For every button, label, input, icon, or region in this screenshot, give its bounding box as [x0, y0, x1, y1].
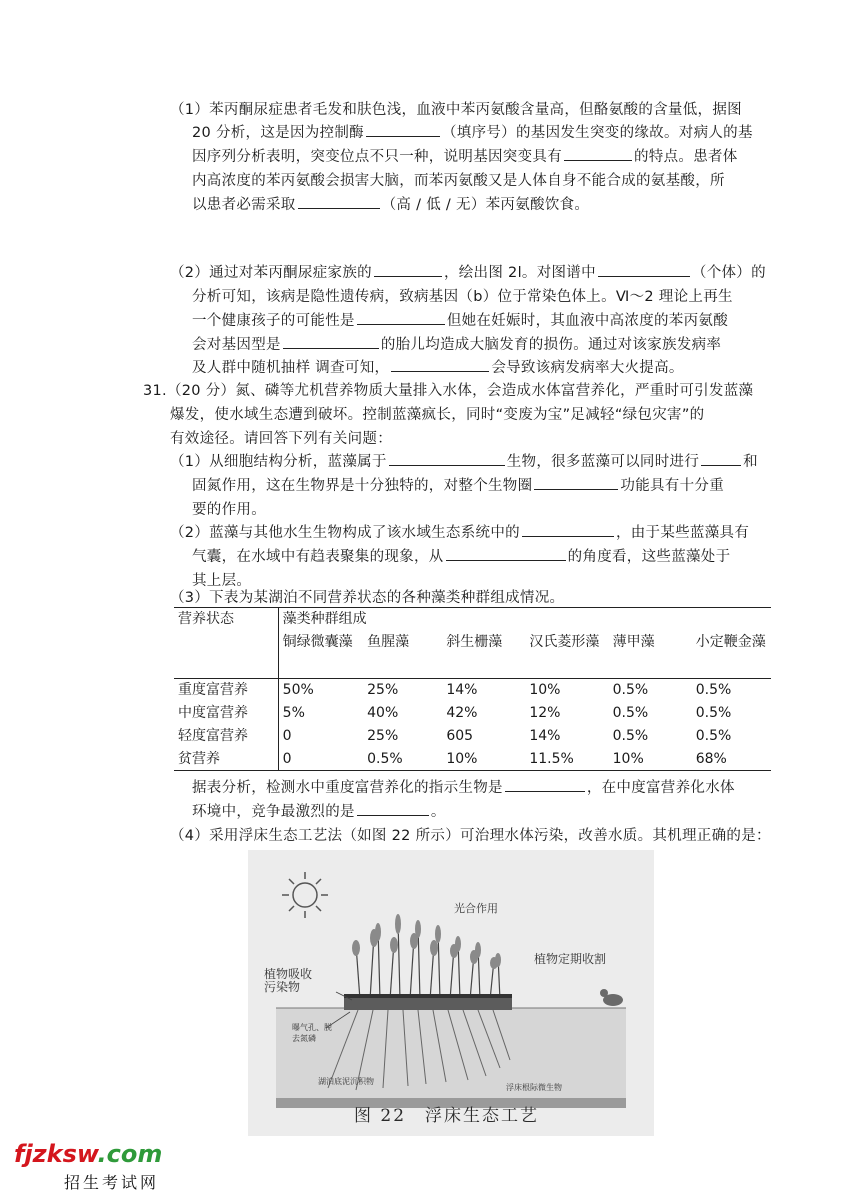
answer-blank[interactable] [374, 263, 442, 277]
q31-part4-line1: （4）采用浮床生态工艺法（如图 22 所示）可治理水体污染，改善水质。其机理正确的是： [170, 828, 771, 844]
figure-caption: 图 22 浮床生态工艺 [354, 1106, 540, 1126]
table-cell: 42% [446, 704, 478, 721]
label-aeration: 曝气孔、脱去氮磷 [292, 1023, 332, 1043]
label-sediment: 湖泊底泥沉积物 [318, 1077, 374, 1086]
answer-blank[interactable] [283, 335, 379, 349]
table-cell: 14% [529, 727, 561, 744]
q31-part1-line2: 固氮作用，这在生物界是十分独特的，对整个生物圈 功能具有十分重 [192, 478, 725, 494]
table-cell: 10% [442, 748, 525, 771]
column-header: 薄甲藻 [609, 631, 692, 679]
table-row [174, 702, 771, 725]
answer-blank[interactable] [564, 147, 632, 161]
column-header: 铜绿微囊藻 [278, 631, 363, 679]
q30-part2-line3: 一个健康孩子的可能性是 但她在妊娠时，其血液中高浓度的苯丙氨酸 [192, 313, 729, 329]
table-group-header: 藻类种群组成 [278, 608, 771, 631]
q30-part1-line2: 20 分析，这是因为控制酶 （填序号）的基因发生突变的缘故。对病人的基 [192, 125, 753, 141]
label-plant-absorb: 植物吸收污染物 [264, 967, 313, 994]
table-cell: 25% [367, 727, 399, 744]
table-column-header-row [174, 631, 771, 679]
q31-stem-line1: 31.（20 分）氮、磷等尤机营养物质大量排入水体，会造成水体富营养化，严重时可引发蓝藻 [143, 383, 754, 399]
q31-stem-line3: 有效途径。请回答下列有关问题： [170, 431, 392, 447]
table-cell: 0 [278, 748, 363, 771]
q31-part2-line3: 其上层。 [192, 573, 252, 589]
table-cell: 5% [282, 704, 305, 721]
q31-part1-line1: （1）从细胞结构分析，蓝藻属于 生物，很多蓝藻可以同时进行 和 [170, 454, 758, 470]
answer-blank[interactable] [598, 263, 690, 277]
answer-blank[interactable] [298, 195, 380, 209]
table-cell: 0.5% [695, 704, 732, 721]
table-cell: 605 [446, 727, 474, 744]
table-cell: 68% [692, 748, 771, 771]
answer-blank[interactable] [391, 358, 489, 372]
table-row [174, 679, 771, 702]
table-cell: 0.5% [612, 682, 649, 698]
label-photosynthesis: 光合作用 [454, 902, 498, 915]
q30-part1-line1: （1）苯丙酮尿症患者毛发和肤色浅，血液中苯丙氨酸含量高，但酪氨酸的含量低，据图 [170, 102, 742, 118]
table-cell: 0.5% [695, 727, 732, 744]
row-label: 中度富营养 [174, 702, 278, 725]
floating-bed-figure [248, 850, 654, 1136]
column-header: 小定鞭金藻 [692, 631, 771, 679]
table-cell: 12% [529, 704, 561, 721]
answer-blank[interactable] [522, 523, 614, 537]
table-cell: 0.5% [612, 727, 649, 744]
q31-part2-line2: 气囊，在水域中有趋表聚集的现象，从 的角度看，这些蓝藻处于 [192, 549, 731, 565]
table-cell: 25% [367, 682, 399, 698]
table-cell: 40% [367, 704, 399, 721]
table-cell: 50% [282, 682, 314, 698]
q30-part2-line4: 会对基因型是 的胎儿均造成大脑发育的损伤。通过对该家族发病率 [192, 337, 722, 353]
row-label: 重度富营养 [174, 679, 278, 702]
q31-part3-line2: 环境中，竞争最激烈的是 。 [192, 804, 446, 820]
q30-part2-line2: 分析可知，该病是隐性遗传病，致病基因（b）位于常染色体上。Ⅵ～2 理论上再生 [192, 289, 733, 305]
q31-stem-line2: 爆发，使水域生态遭到破坏。控制蓝藻疯长，同时“变废为宝”足减轻“绿包灾害”的 [170, 407, 705, 423]
answer-blank[interactable] [505, 778, 585, 792]
table-corner-header: 营养状态 [174, 608, 278, 631]
answer-blank[interactable] [357, 802, 429, 816]
column-header: 斜生栅藻 [442, 631, 525, 679]
table-cell: 0.5% [695, 682, 732, 698]
table-row [174, 748, 771, 771]
table-row [174, 725, 771, 748]
site-subtitle: 招生考试网 [64, 1173, 160, 1192]
table-cell: 0.5% [612, 704, 649, 721]
q31-part1-line3: 要的作用。 [192, 502, 266, 518]
label-plant-harvest: 植物定期收割 [534, 952, 607, 966]
site-logo: fjzksw.com [14, 1140, 163, 1168]
column-header: 鱼腥藻 [363, 631, 442, 679]
site-watermark [14, 1140, 163, 1192]
answer-blank[interactable] [389, 452, 505, 466]
q30-part1-line5: 以患者必需采取 （高 / 低 / 无）苯丙氨酸饮食。 [192, 197, 590, 213]
answer-blank[interactable] [357, 311, 445, 325]
table-cell: 10% [609, 748, 692, 771]
q30-part1-line4: 内高浓度的苯丙氨酸会损害大脑，而苯丙氨酸又是人体自身不能合成的氨基酸，所 [192, 173, 725, 189]
answer-blank[interactable] [446, 547, 566, 561]
row-label: 轻度富营养 [174, 725, 278, 748]
answer-blank[interactable] [701, 452, 741, 466]
q30-part1-line3: 因序列分析表明，突变位点不只一种，说明基因突变具有 的特点。患者体 [192, 149, 738, 165]
sun-icon [282, 872, 328, 918]
table-cell: 14% [446, 682, 478, 698]
floating-bed [344, 994, 512, 1010]
q30-part2-line1: （2）通过对苯丙酮尿症家族的 ，绘出图 2l。对图谱中 （个体）的 [170, 265, 766, 281]
table-cell: 0.5% [363, 748, 442, 771]
column-header: 汉氏菱形藻 [525, 631, 608, 679]
q31-part3-line1: 据表分析，检测水中重度富营养化的指示生物是 ，在中度富营养化水体 [192, 780, 735, 796]
q30-part2-line5: 及人群中随机抽样 调查可知， 会导致该病发病率大火提高。 [192, 360, 684, 376]
q31-part3-intro: （3）下表为某湖泊不同营养状态的各种藻类种群组成情况。 [170, 590, 565, 606]
algae-composition-table [174, 607, 771, 771]
table-cell: 10% [529, 682, 561, 698]
table-cell: 0 [282, 727, 292, 744]
duck-icon [600, 989, 623, 1006]
label-decomposer: 浮床根际微生物 [506, 1083, 562, 1092]
q31-part2-line1: （2）蓝藻与其他水生生物构成了该水域生态系统中的 ，由于某些蓝藻具有 [170, 525, 750, 541]
answer-blank[interactable] [534, 476, 618, 490]
row-label: 贫营养 [174, 748, 278, 771]
answer-blank[interactable] [366, 123, 440, 137]
table-cell: 11.5% [525, 748, 608, 771]
